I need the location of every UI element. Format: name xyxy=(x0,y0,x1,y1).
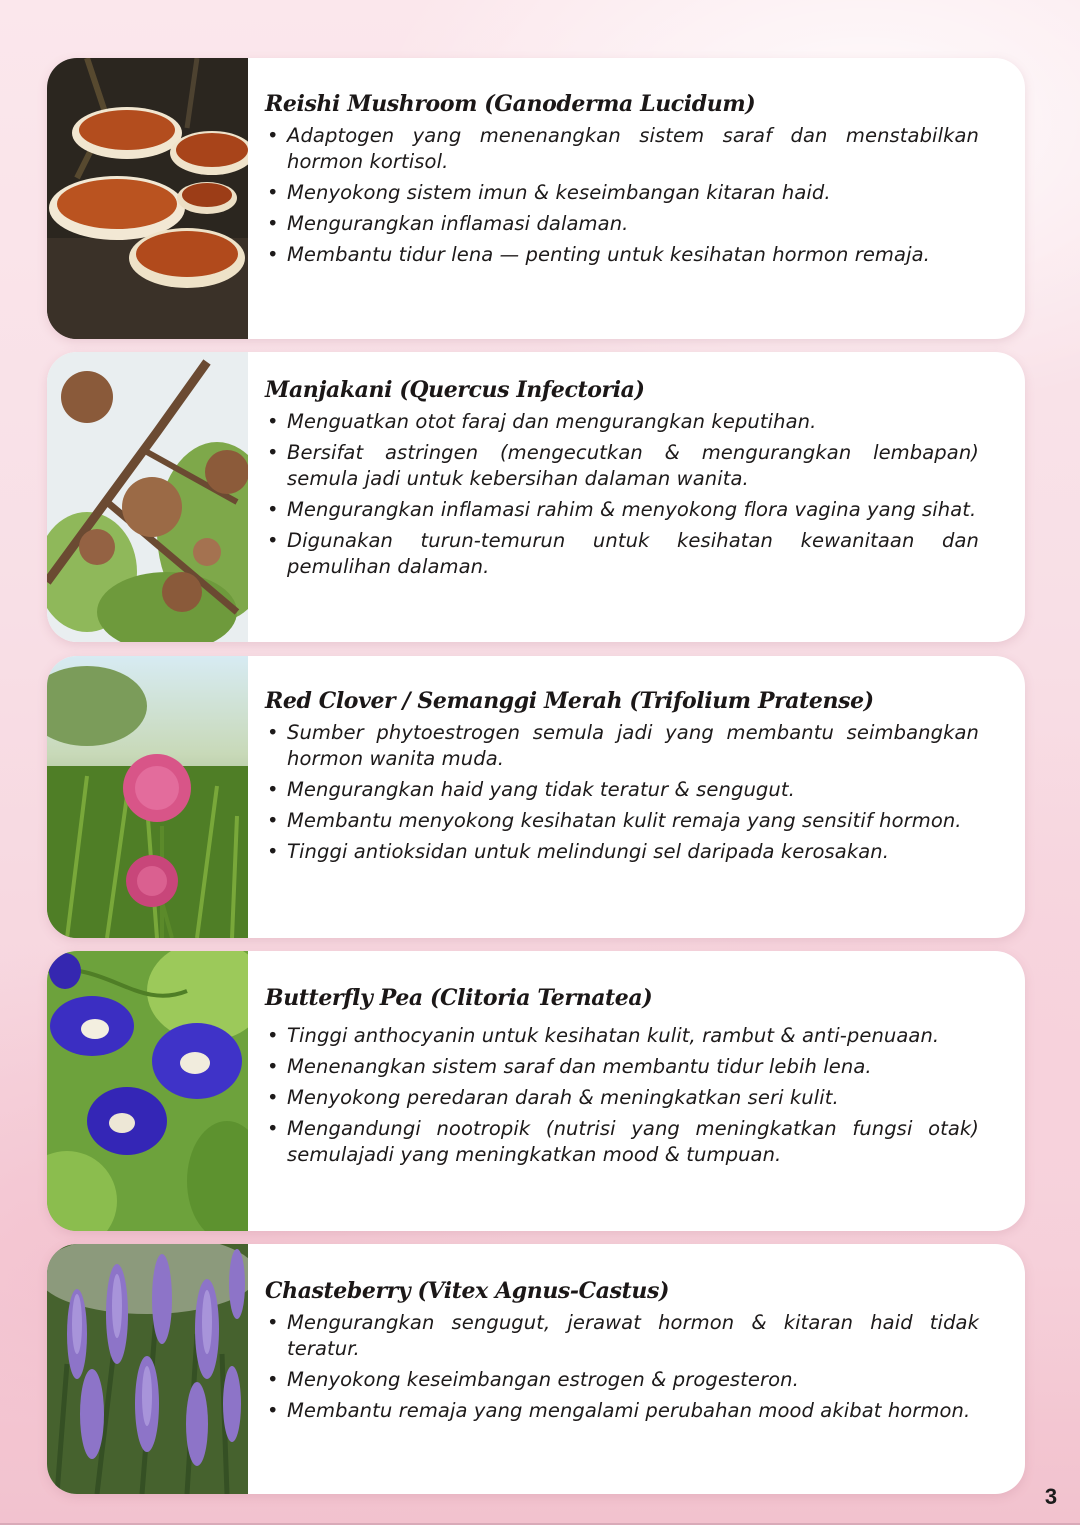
herb-title: Red Clover / Semanggi Merah (Trifolium Pratense) xyxy=(265,688,874,714)
benefit-item: • Menyokong keseimbangan estrogen & progesteron. xyxy=(265,1367,979,1393)
benefit-item: • Membantu remaja yang mengalami perubahan mood akibat hormon. xyxy=(265,1398,979,1424)
herb-title: Reishi Mushroom (Ganoderma Lucidum) xyxy=(265,91,756,117)
benefit-list xyxy=(265,1023,979,1168)
benefit-item: • Tinggi anthocyanin untuk kesihatan kulit, rambut & anti-penuaan. xyxy=(265,1023,979,1049)
manjakani-galls-photo xyxy=(47,352,248,642)
benefit-item: • Sumber phytoestrogen semula jadi yang membantu seimbangkan hormon wanita muda. xyxy=(265,720,979,772)
benefit-list xyxy=(265,123,979,268)
benefit-list xyxy=(265,1310,979,1424)
herb-title: Manjakani (Quercus Infectoria) xyxy=(265,377,645,403)
herb-card-reishi xyxy=(47,58,1025,339)
herb-card-chasteberry xyxy=(47,1244,1025,1494)
benefit-list xyxy=(265,409,979,580)
herb-title: Chasteberry (Vitex Agnus-Castus) xyxy=(265,1278,669,1304)
benefit-item: • Mengurangkan inflamasi rahim & menyokong flora vagina yang sihat. xyxy=(265,497,979,523)
herb-card-red-clover xyxy=(47,656,1025,938)
page-number: 3 xyxy=(1044,1484,1058,1509)
benefit-item: • Mengandungi nootropik (nutrisi yang meningkatkan fungsi otak) semulajadi yang meningkatkan mood & tumpuan. xyxy=(265,1116,979,1168)
herb-card-butterfly-pea xyxy=(47,951,1025,1231)
benefit-list xyxy=(265,720,979,865)
benefit-item: • Menyokong sistem imun & keseimbangan kitaran haid. xyxy=(265,180,979,206)
herb-title: Butterfly Pea (Clitoria Ternatea) xyxy=(265,985,653,1011)
benefit-item: • Membantu menyokong kesihatan kulit remaja yang sensitif hormon. xyxy=(265,808,979,834)
benefit-item: • Tinggi antioksidan untuk melindungi sel daripada kerosakan. xyxy=(265,839,979,865)
benefit-item: • Adaptogen yang menenangkan sistem saraf dan menstabilkan hormon kortisol. xyxy=(265,123,979,175)
benefit-item: • Bersifat astringen (mengecutkan & mengurangkan lembapan) semula jadi untuk kebersihan dalaman wanita. xyxy=(265,440,979,492)
benefit-item: • Membantu tidur lena — penting untuk kesihatan hormon remaja. xyxy=(265,242,979,268)
benefit-item: • Mengurangkan inflamasi dalaman. xyxy=(265,211,979,237)
red-clover-photo xyxy=(47,656,248,938)
benefit-item: • Menenangkan sistem saraf dan membantu tidur lebih lena. xyxy=(265,1054,979,1080)
benefit-item: • Digunakan turun-temurun untuk kesihatan kewanitaan dan pemulihan dalaman. xyxy=(265,528,979,580)
benefit-item: • Menyokong peredaran darah & meningkatkan seri kulit. xyxy=(265,1085,979,1111)
herb-card-manjakani xyxy=(47,352,1025,642)
chasteberry-photo xyxy=(47,1244,248,1494)
benefit-item: • Mengurangkan haid yang tidak teratur & sengugut. xyxy=(265,777,979,803)
butterfly-pea-photo xyxy=(47,951,248,1231)
benefit-item: • Mengurangkan sengugut, jerawat hormon & kitaran haid tidak teratur. xyxy=(265,1310,979,1362)
benefit-item: • Menguatkan otot faraj dan mengurangkan keputihan. xyxy=(265,409,979,435)
reishi-mushroom-photo xyxy=(47,58,248,339)
